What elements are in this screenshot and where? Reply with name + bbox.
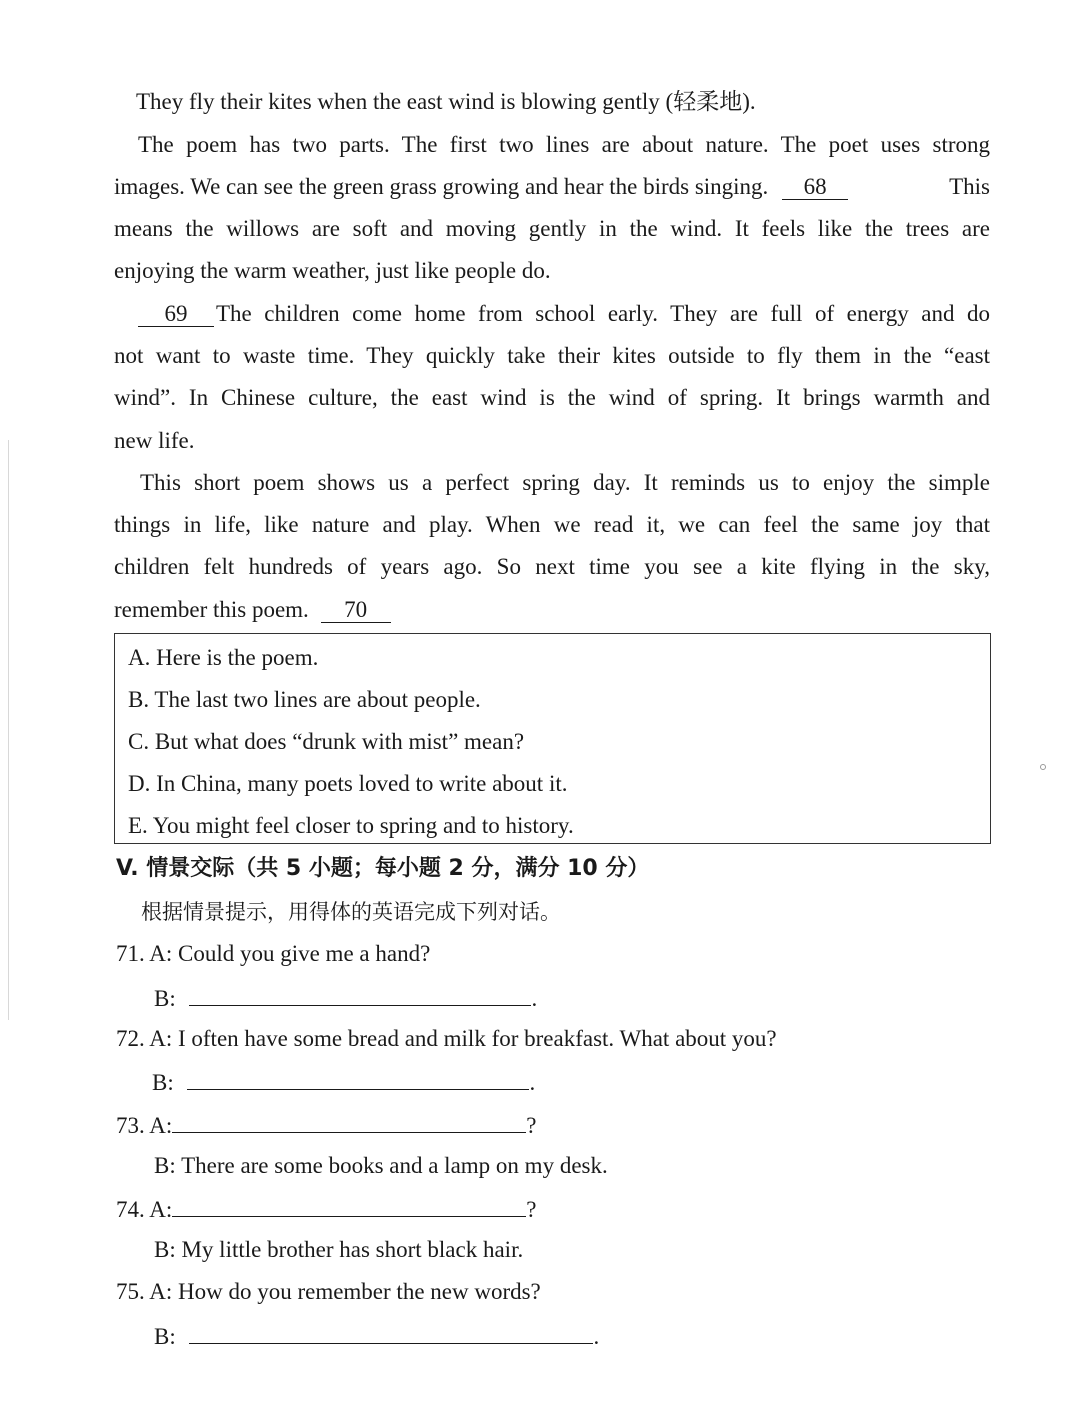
option-d: D. In China, many poets loved to write about it.	[128, 771, 568, 796]
passage-line: enjoying the warm weather, just like people do.	[114, 258, 551, 283]
passage-line: means the willows are soft and moving gently in the wind. It feels like the trees are	[114, 216, 990, 241]
answer-74-field[interactable]	[172, 1194, 526, 1217]
blank-70[interactable]: 70	[321, 598, 391, 623]
question-74-b: B: My little brother has short black hair.	[154, 1237, 524, 1262]
passage-line: new life.	[114, 428, 195, 453]
passage-line: things in life, like nature and play. When we read it, we can feel the same joy that	[114, 512, 990, 537]
punct: .	[529, 1070, 536, 1095]
question-71-b	[154, 983, 537, 1013]
passage-line: not want to waste time. They quickly take their kites outside to fly them in the “east	[114, 343, 990, 368]
option-b: B. The last two lines are about people.	[128, 687, 481, 712]
section-title: V. 情景交际（共 5 小题；每小题 2 分，满分 10 分）	[116, 856, 650, 881]
option-e: E. You might feel closer to spring and to history.	[128, 813, 574, 838]
scan-edge-shadow	[8, 440, 9, 1020]
punct: ?	[526, 1113, 537, 1138]
passage-line-with-blank	[138, 300, 990, 328]
passage-text: The children come home from school early. They are full of energy and do	[216, 301, 990, 326]
blank-68[interactable]: 68	[782, 175, 848, 200]
answer-72-field[interactable]	[187, 1067, 529, 1090]
question-72-a: 72. A: I often have some bread and milk for breakfast. What about you?	[116, 1026, 777, 1051]
question-75-a: 75. A: How do you remember the new words?	[116, 1279, 541, 1304]
punct: .	[593, 1324, 600, 1349]
passage-line: The poem has two parts. The first two lines are about nature. The poet uses strong	[138, 132, 990, 157]
passage-line: wind”. In Chinese culture, the east wind is the wind of spring. It brings warmth and	[114, 385, 990, 410]
question-73-b: B: There are some books and a lamp on my desk.	[154, 1153, 608, 1178]
passage-text: This	[949, 174, 990, 199]
question-number: 74. A:	[116, 1197, 173, 1222]
question-74-a	[116, 1194, 536, 1224]
speaker-label: B:	[154, 1324, 176, 1349]
passage-text: images. We can see the green grass growing and hear the birds singing.	[114, 174, 769, 199]
passage-line-with-blank	[114, 596, 391, 624]
option-a: A. Here is the poem.	[128, 645, 319, 670]
question-72-b	[152, 1067, 535, 1097]
passage-line: children felt hundreds of years ago. So next time you see a kite flying in the sky,	[114, 554, 990, 579]
passage-text: remember this poem.	[114, 597, 309, 622]
passage-line: They fly their kites when the east wind is blowing gently (轻柔地).	[136, 89, 756, 114]
section-instruction: 根据情景提示，用得体的英语完成下列对话。	[141, 900, 561, 924]
question-number: 73. A:	[116, 1113, 173, 1138]
question-75-b	[154, 1321, 599, 1351]
options-box	[114, 633, 991, 844]
blank-69[interactable]: 69	[138, 302, 214, 327]
punct: .	[531, 986, 538, 1011]
question-71-a: 71. A: Could you give me a hand?	[116, 941, 431, 966]
answer-75-field[interactable]	[189, 1321, 593, 1344]
passage-line-with-blank	[114, 173, 990, 201]
answer-71-field[interactable]	[189, 983, 531, 1006]
speaker-label: B:	[154, 986, 176, 1011]
punct: ?	[526, 1197, 537, 1222]
speaker-label: B:	[152, 1070, 174, 1095]
passage-line: This short poem shows us a perfect spring day. It reminds us to enjoy the simple	[140, 470, 990, 495]
scan-speck	[1040, 764, 1046, 770]
option-c: C. But what does “drunk with mist” mean?	[128, 729, 525, 754]
question-73-a	[116, 1110, 536, 1140]
answer-73-field[interactable]	[172, 1110, 526, 1133]
